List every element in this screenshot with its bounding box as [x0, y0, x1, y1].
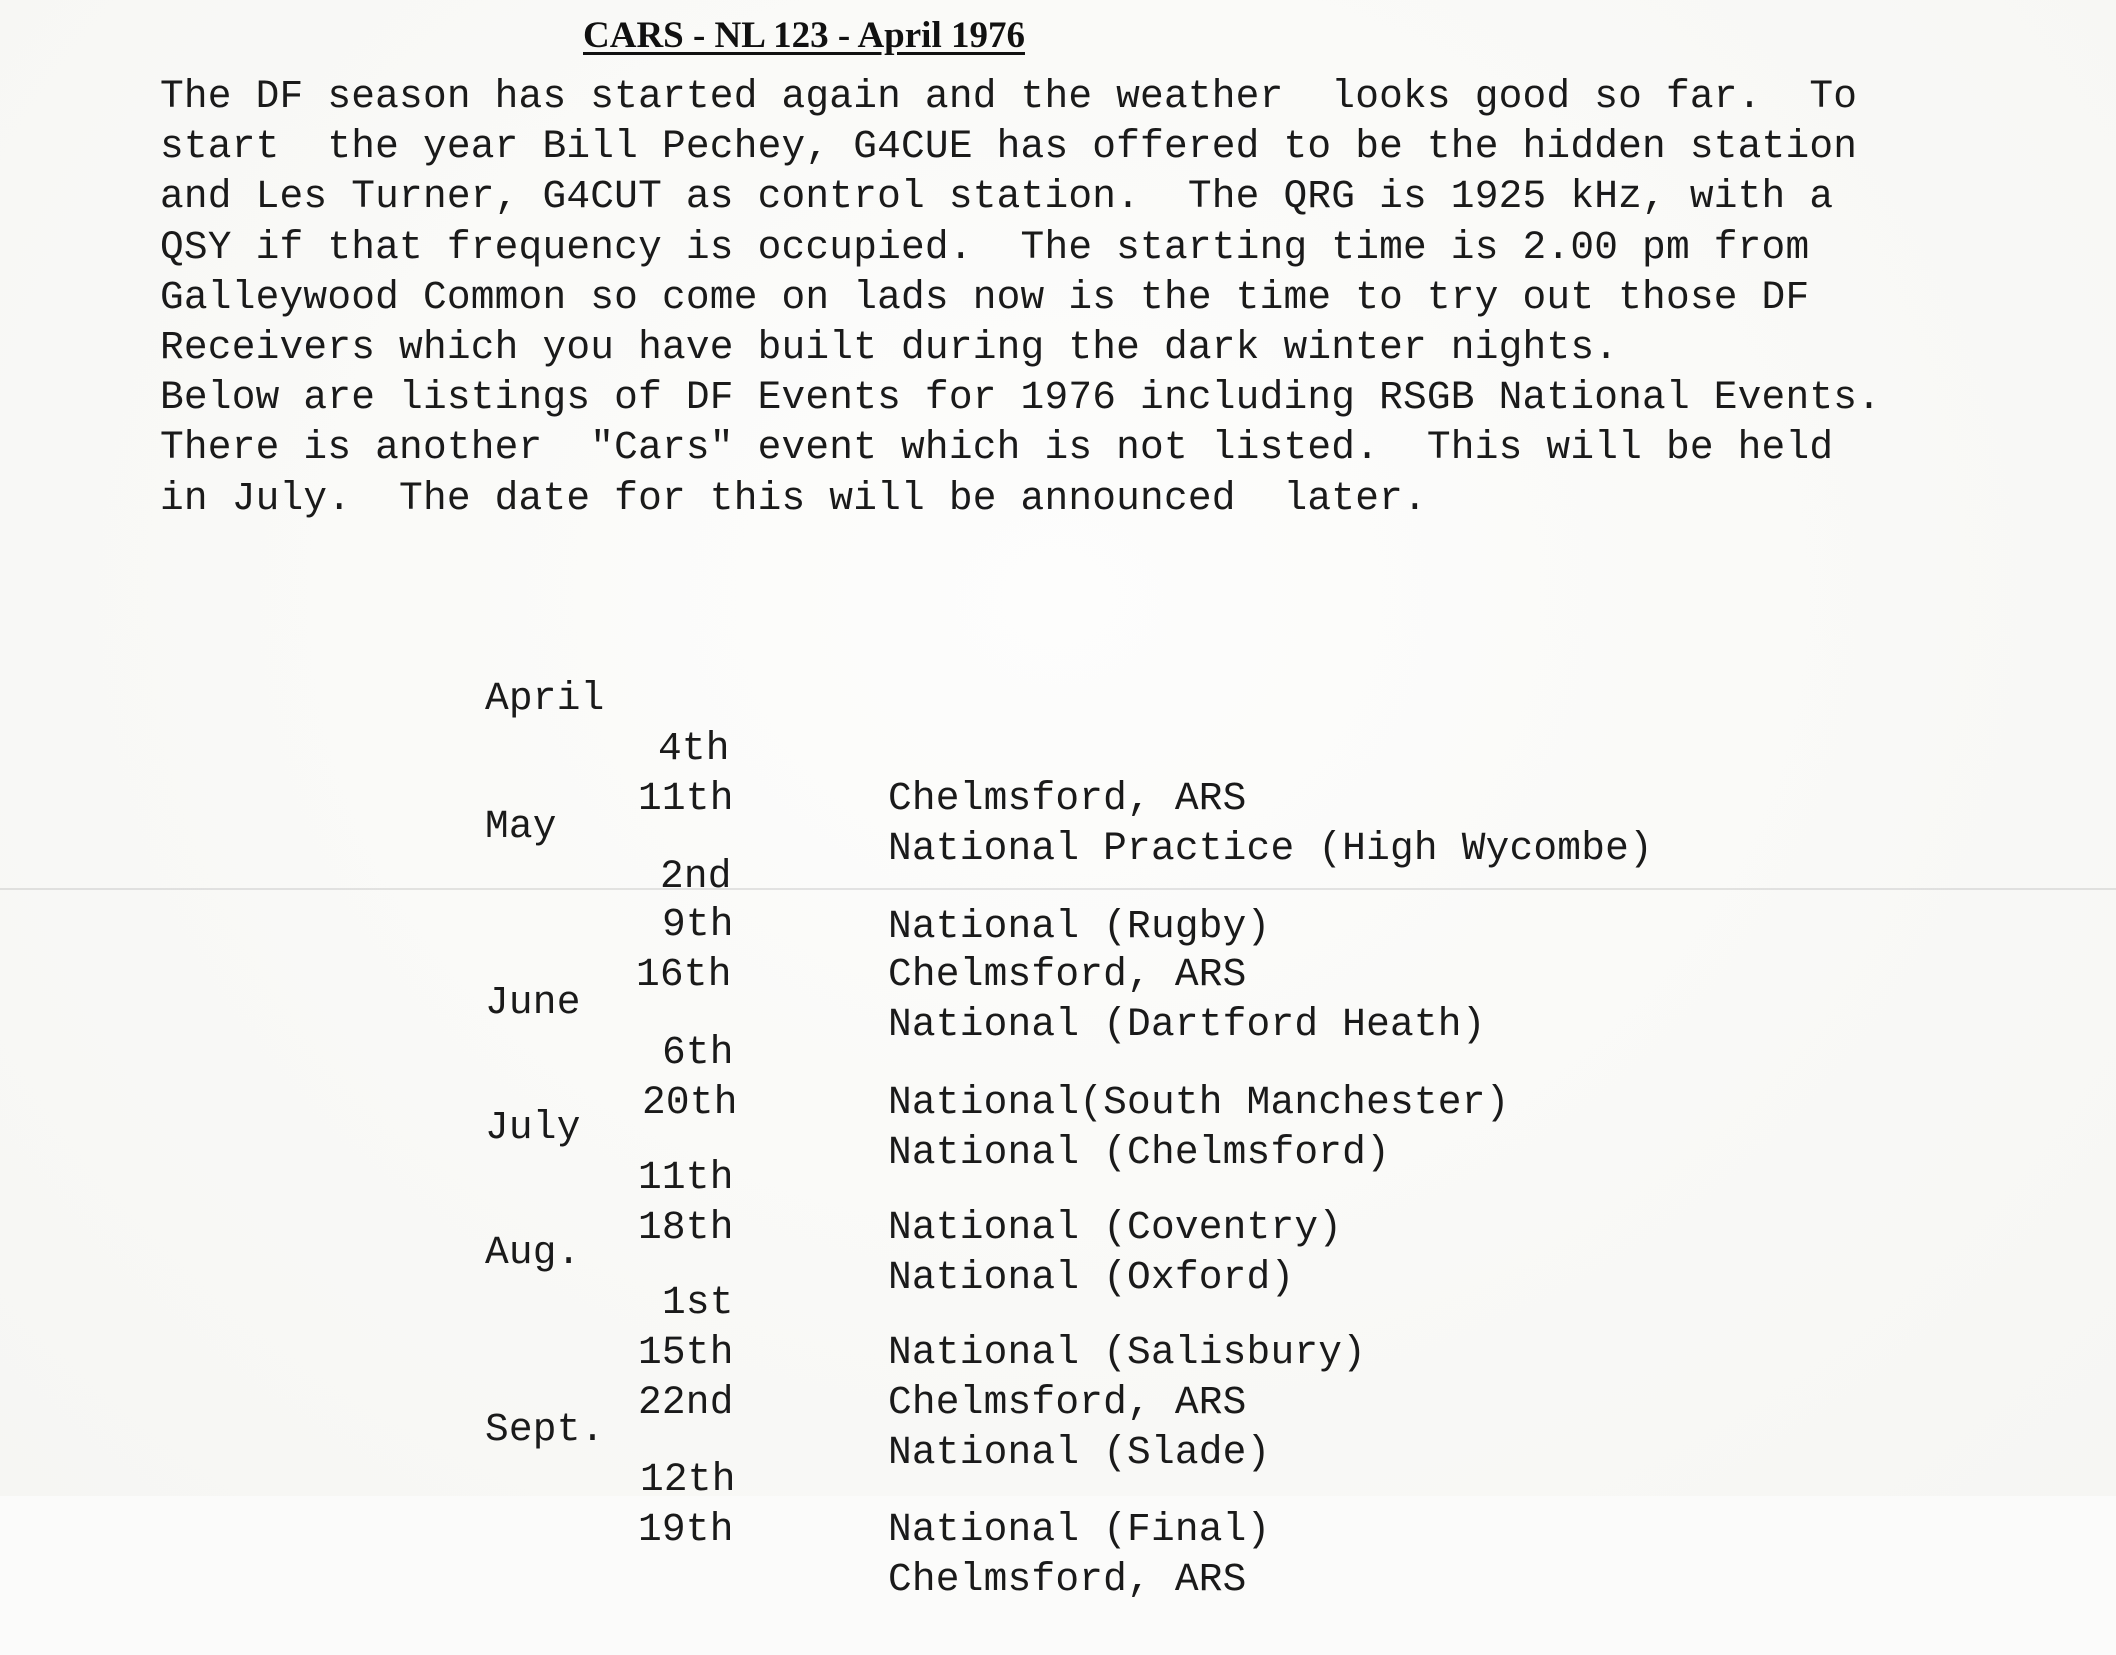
schedule-event: National (Dartford Heath)	[888, 1002, 1486, 1047]
schedule-day: 2nd	[660, 854, 732, 899]
schedule-day: 6th	[662, 1030, 734, 1075]
schedule-month: Sept.	[485, 1407, 605, 1452]
schedule-day: 18th	[638, 1205, 734, 1250]
schedule-event: National (Salisbury)	[888, 1330, 1367, 1375]
schedule-day: 1st	[662, 1280, 734, 1325]
schedule-event: Chelmsford, ARS	[888, 952, 1247, 997]
schedule-month: April	[485, 676, 605, 721]
schedule-event: National (Chelmsford)	[888, 1130, 1390, 1175]
schedule-event: National Practice (High Wycombe)	[888, 826, 1653, 871]
newsletter-title: CARS - NL 123 - April 1976	[583, 15, 1025, 56]
schedule-day: 9th	[662, 902, 734, 947]
schedule-event: National (Coventry)	[888, 1205, 1343, 1250]
schedule-day: 11th	[638, 1155, 734, 1200]
schedule-day: 19th	[638, 1507, 734, 1552]
schedule-month: June	[485, 980, 581, 1025]
schedule-day: 12th	[640, 1457, 736, 1502]
schedule-event: National (Final)	[888, 1507, 1271, 1552]
intro-line: There is another "Cars" event which is not listed. This will be held	[160, 425, 1834, 471]
intro-line: and Les Turner, G4CUT as control station. The QRG is 1925 kHz, with a	[160, 174, 1834, 220]
intro-line: QSY if that frequency is occupied. The starting time is 2.00 pm from	[160, 224, 1810, 270]
schedule-event: National (Slade)	[888, 1430, 1271, 1475]
schedule-event: National (Oxford)	[888, 1255, 1295, 1300]
schedule-day: 16th	[636, 952, 732, 997]
schedule-month: Aug.	[485, 1230, 581, 1275]
intro-line: Galleywood Common so come on lads now is the time to try out those DF	[160, 274, 1810, 320]
schedule-day: 15th	[638, 1330, 734, 1375]
schedule-event: Chelmsford, ARS	[888, 1557, 1247, 1602]
schedule-event: National (Rugby)	[888, 904, 1271, 949]
schedule-month: May	[485, 804, 557, 849]
intro-paragraph	[160, 72, 2080, 524]
intro-line: Receivers which you have built during the dark winter nights.	[160, 324, 1619, 370]
paper-fold-line	[0, 888, 2116, 890]
intro-line: Below are listings of DF Events for 1976 including RSGB National Events.	[160, 375, 1882, 421]
schedule-event: Chelmsford, ARS	[888, 1380, 1247, 1425]
schedule-event: National(South Manchester)	[888, 1080, 1510, 1125]
schedule-day: 20th	[642, 1080, 738, 1125]
schedule-day: 22nd	[638, 1380, 734, 1425]
schedule-event: Chelmsford, ARS	[888, 776, 1247, 821]
intro-line: start the year Bill Pechey, G4CUE has offered to be the hidden station	[160, 124, 1858, 170]
schedule-month: July	[485, 1105, 581, 1150]
intro-line: in July. The date for this will be announced later.	[160, 475, 1427, 521]
schedule-day: 11th	[638, 776, 734, 821]
schedule-day: 4th	[658, 726, 730, 771]
intro-line: The DF season has started again and the weather looks good so far. To	[160, 74, 1858, 119]
